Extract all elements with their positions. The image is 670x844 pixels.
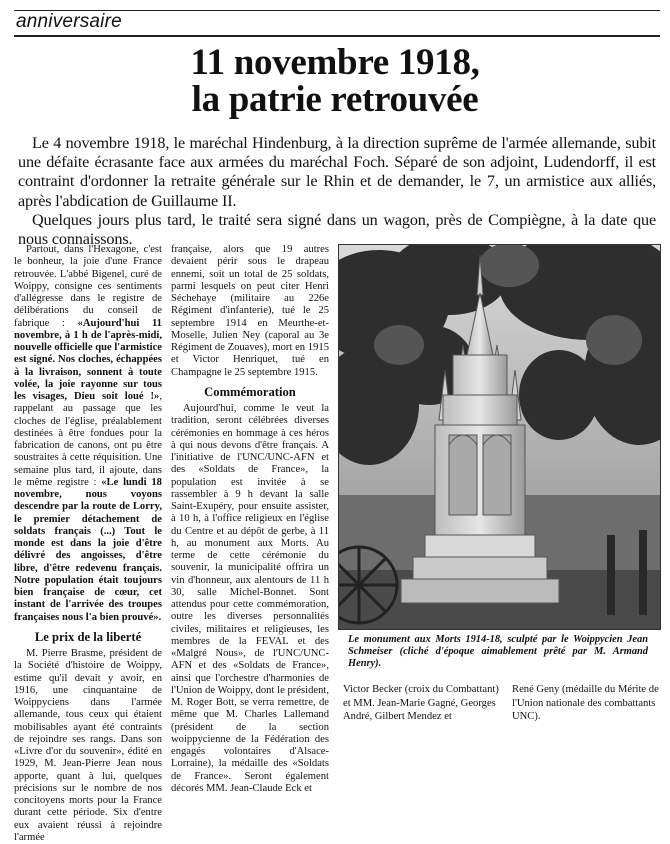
article-column-3b <box>512 683 662 724</box>
monument-photo <box>338 244 661 630</box>
article-column-2 <box>171 244 329 795</box>
column1-quote-2: «Le lundi 18 novembre, nous voyons descendre par la route de Lorry, le premier détachement de soldats français (...) Tout le monde est dans la joie d'être délivré des angoisses, d'être libre, d'être redevenu français. Notre population était toujours bien française de cœur, cet instant de l'arrivée des troupes françaises nous l'a bien prouvé». <box>14 476 162 623</box>
column2-paragraph-2: Aujourd'hui, comme le veut la tradition, seront célébrées diverses cérémonies en hommage à ces héros à qui nous devons d'être français. A l'initiative de l'UNC/UNC-AFN et des «Soldats de France», la population est invitée à se rassembler à 9 h devant la salle Saint-Exupéry, pour ensuite assister, à 10 h, à l'office religieux en l'église du Centre et au dépôt de gerbe, à 11 h, au monument aux Morts. Au terme de cette cérémonie du souvenir, la municipalité offrira un vin d'honneur, aux alentours de 11 h 30, salle Michel-Bonnet. Sont attendus pour cette commémoration, outre les diverses personnalités civiles, militaires et religieuses, les membres de la FEVAL et des «Malgré Nous», de l'UNC/UNC-AFN et des «Soldats de France», ainsi que l'orchestre d'harmonies de l'Union de Woippy, dont le président, M. Roger Bott, se verra remettre, de même que M. Charles Lallemand (président de la section woippycienne de la Fédération des engagés volontaires d'Alsace-Lorraine), la médaille des «Soldats de France». Seront également décorés MM. Jean-Claude Eck et <box>171 403 329 794</box>
headline <box>0 44 670 118</box>
headline-line-1: 11 novembre 1918, <box>190 42 480 83</box>
lead-paragraph-1: Le 4 novembre 1918, le maréchal Hindenburg, à la direction suprême de l'armée allemande, subit une défaite écrasante face aux armées du maréchal Foch. Séparé de son adjoint, Ludendorff, il est contraint d'ordonner la retraite générale sur le Rhin et de demander, le 7, un armistice aux alliés, après l'abdication de Guillaume II. <box>18 134 656 210</box>
column1-paragraph-1 <box>14 244 162 624</box>
article-column-3a <box>343 683 503 724</box>
section-rule-bottom <box>14 35 660 37</box>
column1-quote-1: «Aujourd'hui 11 novembre, à 1 h de l'après-midi, nouvelle officielle que l'armistice est signé. Nos cloches, échappées à la livraison, sonnent à toute volée, la joie rayonne sur tous les visages, Dieu soit loué !» <box>14 317 162 402</box>
section-label: anniversaire <box>16 11 122 32</box>
lead-paragraphs <box>18 134 656 249</box>
column3-paragraph-2: René Geny (médaille du Mérite de l'Union nationale des combattants UNC). <box>512 684 659 722</box>
monument-photo-illustration <box>339 245 660 629</box>
column1-paragraph-2: M. Pierre Brasme, président de la Société d'histoire de Woippy, estime qu'il devait y avoir, en 1916, une cinquantaine de Woippyciens dans l'armée allemande, tous ceux qui étaient mobilisables ayant été contraints de rejoindre ses rangs. Dans son «Livre d'or du souvenir», édité en 1929, M. Jean-Pierre Jean nous apporte, quant à lui, quelques précisions sur le nombre de nos concitoyens morts pour la France durant cette période. Six d'entre eux avaient réussi à rejoindre l'armée <box>14 648 162 843</box>
headline-line-2: la patrie retrouvée <box>191 79 479 120</box>
subhead-commemoration: Commémoration <box>204 384 296 399</box>
lead-paragraph-2: Quelques jours plus tard, le traité sera signé dans un wagon, près de Compiègne, à la date que nous connaissons. <box>18 210 656 249</box>
photo-caption: Le monument aux Morts 1914-18, sculpté par le Woippycien Jean Schmeiser (cliché d'époque aimablement prêté par M. Armand Henry). <box>348 634 648 669</box>
column3-paragraph-1: Victor Becker (croix du Combattant) et MM. Jean-Marie Gagné, Georges André, Gilbert Mendez et <box>343 684 499 722</box>
article-column-1 <box>14 244 162 844</box>
column1-text-c: , rappelant au passage que les cloches de l'église, préalablement destinées à être fondues pour la fabrication de canons, ont pu être soustraites à cette réquisition. Une semaine plus tard, il ajoute, dans le même registre : <box>14 391 162 488</box>
column2-paragraph-1: française, alors que 19 autres devaient périr sous le drapeau ennemi, soit un total de 25 soldats, parmi lesquels on peut citer Henri Séchehaye (militaire au 226e Régiment d'infanterie), tué le 25 septembre 1914 en Meurthe-et-Moselle, Julien Ney (caporal au 3e Régiment de Zouaves), mort en 1915 et Victor Henriquet, tué en Champagne le 25 septembre 1915. <box>171 244 329 378</box>
subhead-prix-liberte: Le prix de la liberté <box>34 629 142 644</box>
column1-text-a: Partout, dans l'Hexagone, c'est le bonheur, la joie d'une France retrouvée. L'abbé Bigenel, curé de Woippy, consigne ces sentiments d'allégresse dans le registre de délibérations du conseil de fabrique : <box>14 244 162 329</box>
